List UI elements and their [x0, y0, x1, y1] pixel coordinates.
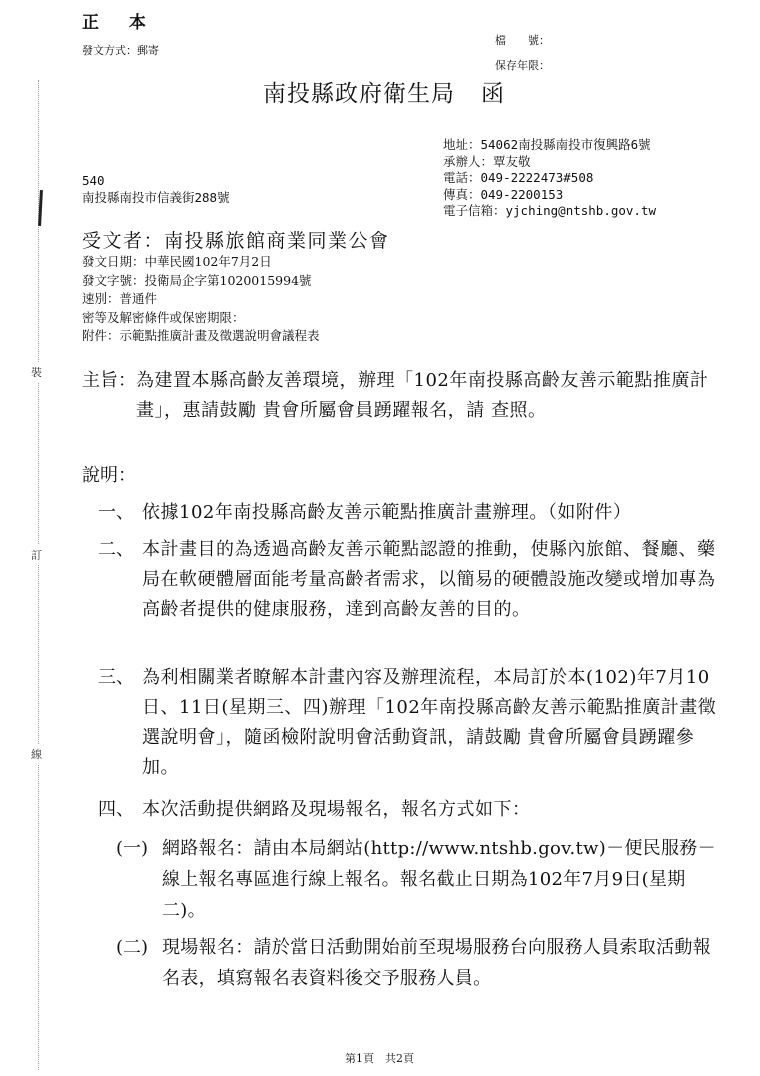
sub-item-text: 網路報名：請由本局網站(http://www.ntshb.gov.tw)－便民服務－線上報名專區進行線上報名。報名截止日期為102年7月9日(星期二)。: [162, 838, 716, 921]
item-text: 為利相關業者瞭解本計畫內容及辦理流程，本局訂於本(102)年7月10日、11日(星期三、四)辦理「102年南投縣高齡友善示範點推廣計畫徵選說明會」，隨函檢附說明會活動資訊，請鼓勵 貴會所屬會員踴躍參加。: [142, 667, 717, 778]
document-number: 發文字號：投衛局企字第1020015994號: [82, 272, 312, 288]
item-text: 本次活動提供網路及現場報名，報名方式如下：: [142, 799, 531, 820]
delivery-speed: 速別：普通件: [82, 291, 158, 306]
send-method: 發文方式：郵寄: [82, 44, 159, 57]
recipient: 受文者：南投縣旅館商業同業公會: [82, 230, 390, 252]
recipient-address: [82, 172, 230, 206]
explanation-sub-item: [116, 932, 724, 994]
binding-mark-xian: 線: [31, 744, 42, 764]
sub-item-text: 現場報名：請於當日活動開始前至現場服務台向服務人員索取活動報名表，填寫報名表資料後交予服務人員。: [162, 937, 711, 989]
item-text: 本計畫目的為透過高齡友善示範點認證的推動，使縣內旅館、餐廳、藥局在軟硬體層面能考量高齡者需求，以簡易的硬體設施改變或增加專為高齡者提供的健康服務，達到高齡友善的目的。: [142, 539, 716, 620]
sender-fax: 傳真：049-2200153: [443, 186, 564, 202]
file-number-label: 檔 號：: [495, 34, 550, 47]
explanation-sub-item: [116, 833, 724, 926]
explanation-item: [98, 498, 724, 528]
sender-email: 電子信箱：yjching@ntshb.gov.tw: [443, 203, 657, 218]
recipient-postal-code: 540: [82, 173, 105, 188]
sender-address: 地址：54062南投縣南投市復興路6號: [443, 137, 651, 152]
subject-section: [82, 366, 722, 426]
page-number: 第1頁 共2頁: [345, 1052, 414, 1065]
explanation-item: [98, 795, 724, 825]
pen-stroke-mark: [38, 190, 43, 226]
issue-date: 發文日期：中華民國102年7月2日: [82, 254, 272, 269]
retention-period-label: 保存年限：: [495, 59, 550, 72]
explanation-item: [98, 663, 724, 783]
binding-mark-zhuang: 裝: [31, 362, 42, 382]
document-title: [263, 75, 505, 108]
sender-phone: 電話：049-2222473#508: [443, 170, 594, 185]
attachment-list: 附件：示範點推廣計畫及徵選說明會議程表: [82, 328, 320, 343]
document-meta: [82, 253, 320, 346]
item-number: 三、: [98, 667, 134, 688]
item-text: 依據102年南投縣高齡友善示範點推廣計畫辦理。（如附件）: [142, 502, 632, 523]
item-number: 四、: [98, 799, 134, 820]
copy-label: 正 本: [82, 13, 158, 33]
explanation-item: [98, 535, 724, 625]
secrecy-level: 密等及解密條件或保密期限：: [82, 309, 245, 325]
explanation-heading: 說明：: [82, 465, 136, 486]
binding-mark-ding: 訂: [31, 545, 42, 565]
subject-label: 主旨：: [82, 370, 136, 391]
sub-item-number: (二): [116, 937, 149, 958]
sender-handler: 承辦人：覃友敬: [443, 153, 531, 169]
item-number: 二、: [98, 539, 134, 560]
item-number: 一、: [98, 502, 134, 523]
document-type: 函: [481, 81, 505, 107]
agency-name: 南投縣政府衛生局: [263, 81, 455, 107]
sender-contact-block: [443, 137, 656, 220]
subject-text: 為建置本縣高齡友善環境，辦理「102年南投縣高齡友善示範點推廣計畫」，惠請鼓勵 貴會所屬會員踴躍報名，請 查照。: [136, 370, 709, 421]
sub-item-number: (一): [116, 838, 149, 859]
recipient-street: 南投縣南投市信義街288號: [82, 190, 230, 205]
binding-line: [38, 80, 39, 1070]
